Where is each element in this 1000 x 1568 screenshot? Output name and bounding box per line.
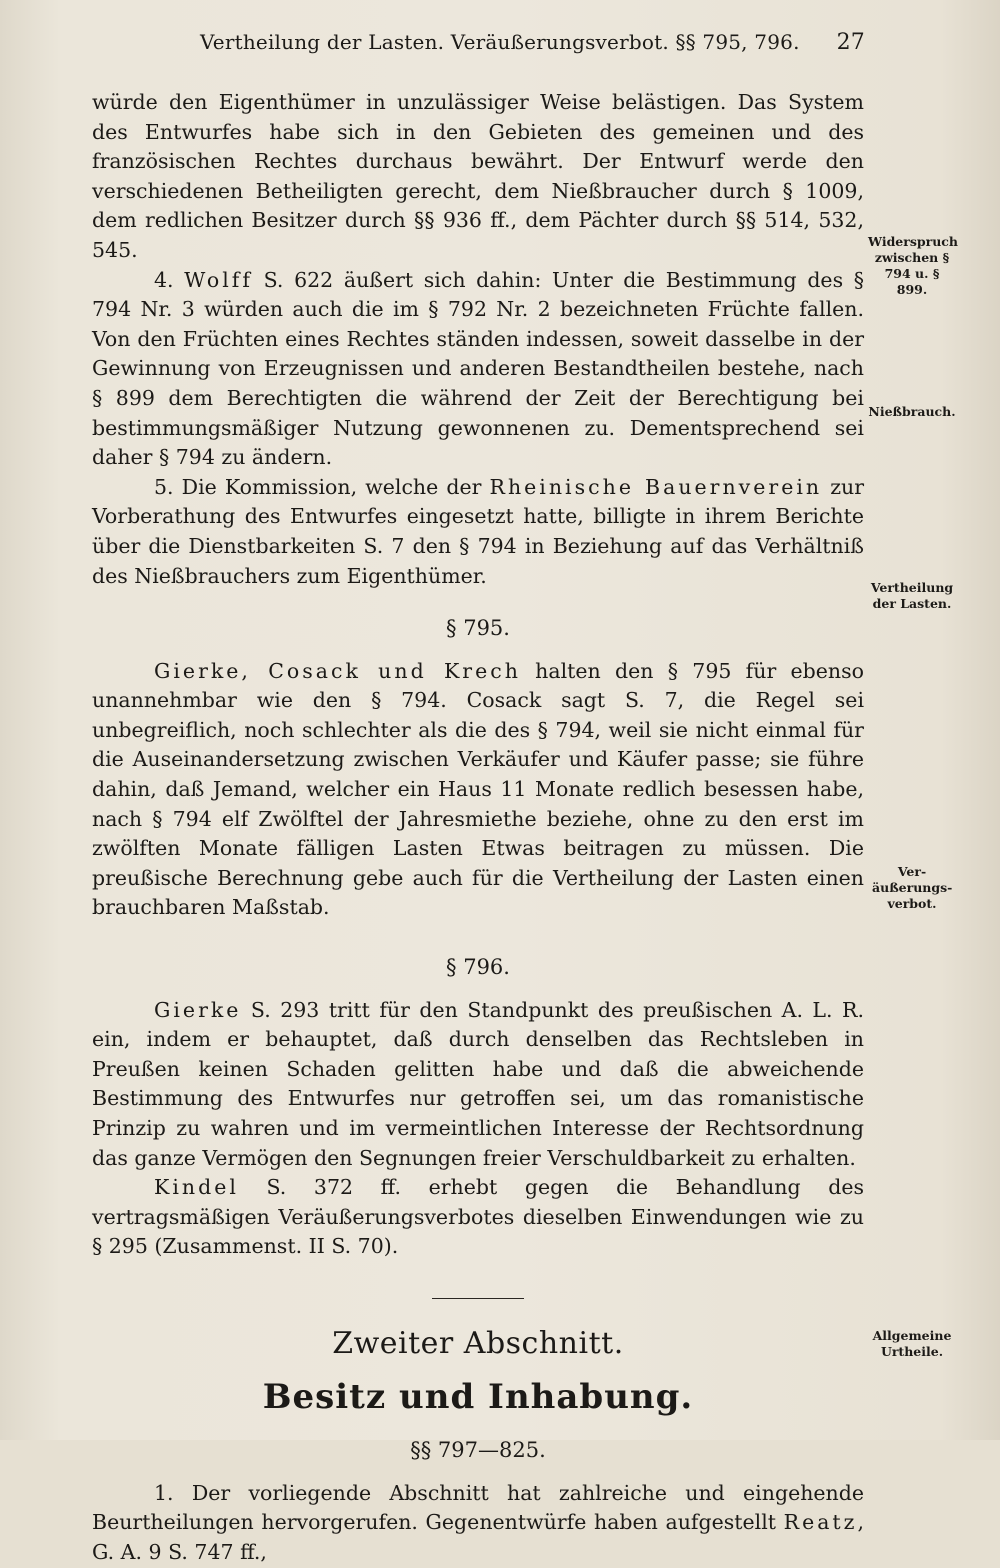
author-name: Kindel	[154, 1175, 239, 1200]
author-name: Reatz	[783, 1510, 858, 1535]
item-number: 1.	[154, 1480, 174, 1505]
paragraph-text: S. 622 äußert sich dahin: Unter die Bestimmung des § 794 Nr. 3 würden auch die im § 792 Nr. 2 bezeichneten Früchte fallen. Von den Früchten eines Rechtes ständen indessen, soweit dasselbe in der Gewinnung von Erzeugnissen und anderen Bestandtheilen bestehe, nach § 899 dem Berechtigten die während der Zeit der Berechtigung bei bestimmungsmäßiger Nutzung gewonnenen zu. Dementsprechend sei daher § 794 zu ändern.	[92, 267, 864, 470]
main-text	[92, 88, 864, 1568]
paragraph-text: S. 372 ff. erhebt gegen die Behandlung des vertragsmäßigen Veräußerungsverbotes dieselben Einwendungen wie zu § 295 (Zusammenst. II S. 70).	[92, 1175, 864, 1259]
margin-note-niessbrauch: Nießbrauch.	[868, 404, 956, 419]
divider-rule	[432, 1298, 524, 1299]
chapter-subtitle: Besitz und Inhabung.	[262, 1376, 694, 1417]
paragraph-abschnitt	[92, 1479, 864, 1568]
paragraph-text: zur Vorberathung des Entwurfes eingesetzt hatte, billigte in ihrem Berichte über die Dienstbarkeiten S. 7 den § 794 in Beziehung auf das Verhältniß des Nießbrauchers zum Eigenthümer.	[92, 474, 865, 588]
running-title: Vertheilung der Lasten. Veräußerungsverbot. §§ 795, 796.	[200, 30, 800, 54]
paragraph-text: S. 293 tritt für den Standpunkt des preußischen A. L. R. ein, indem er behauptet, daß durch denselben das Rechtsleben in Preußen keinen Schaden gelitten habe und daß die abweichende Bestimmung des Entwurfes nur getroffen sei, um das romanistische Prinzip zu wahren und im vermeintlichen Interesse der Rechtsordnung das ganze Vermögen den Segnungen freier Verschuldbarkeit zu erhalten.	[92, 997, 864, 1170]
paragraph-wolff	[92, 266, 864, 473]
item-number: 4.	[154, 267, 174, 292]
association-name: Rheinische Bauernverein	[489, 474, 823, 499]
author-name: Gierke	[154, 997, 242, 1022]
margin-note-vertheilung: Vertheilung der Lasten.	[870, 580, 954, 611]
running-header	[200, 30, 865, 54]
section-heading-797-825: §§ 797—825.	[410, 1438, 546, 1463]
paragraph-gierke-cosack	[92, 657, 864, 923]
item-number: 5.	[154, 474, 174, 499]
paragraph-text: halten den § 795 für ebenso unannehmbar wie den § 794. Cosack sagt S. 7, die Regel sei unbegreiflich, noch schlechter als die des § 794, weil sie nicht einmal für die Auseinandersetzung zwischen Verkäufer und Käufer passe; sie führe dahin, daß Jemand, welcher ein Haus 11 Monate redlich besessen habe, nach § 794 elf Zwölftel der Jahresmiethe beziehe, ohne zu den erst im zwölften Monate fälligen Lasten Etwas beitragen zu müssen. Die preußische Berechnung gebe auch für die Vertheilung der Lasten einen brauchbaren Maßstab.	[92, 658, 864, 920]
author-name: Wolff	[184, 267, 253, 292]
paragraph-text: Der vorliegende Abschnitt hat zahlreiche und eingehende Beurtheilungen hervorgerufen. Gegenentwürfe haben aufgestellt	[92, 1480, 864, 1535]
page-number: 27	[836, 30, 865, 55]
margin-note-widerspruch: Widerspruch zwischen § 794 u. § 899.	[868, 234, 958, 297]
paragraph-gierke	[92, 996, 864, 1174]
paragraph-continuation: würde den Eigenthümer in unzulässiger Weise belästigen. Das System des Entwurfes habe sich in den Gebieten des gemeinen und des französischen Rechtes durchaus bewährt. Der Entwurf werde den verschiedenen Betheiligten gerecht, dem Nießbraucher durch § 1009, dem redlichen Besitzer durch §§ 936 ff., dem Pächter durch §§ 514, 532, 545.	[92, 90, 864, 262]
paragraph-text: , G. A. 9 S. 747 ff.,	[92, 1510, 864, 1564]
paragraph-kommission	[92, 473, 864, 591]
paragraph-text: Die Kommission, welche der	[173, 474, 490, 499]
chapter-title: Zweiter Abschnitt.	[332, 1325, 624, 1361]
margin-note-veraeusserungsverbot: Ver-äußerungs-verbot.	[872, 864, 953, 911]
section-heading-796: § 796.	[446, 955, 510, 980]
paragraph-kindel	[92, 1173, 864, 1262]
author-names: Gierke, Cosack und Krech	[154, 658, 521, 683]
margin-note-allgemeine-urtheile: Allgemeine Urtheile.	[872, 1328, 952, 1359]
section-heading-795: § 795.	[446, 616, 510, 641]
